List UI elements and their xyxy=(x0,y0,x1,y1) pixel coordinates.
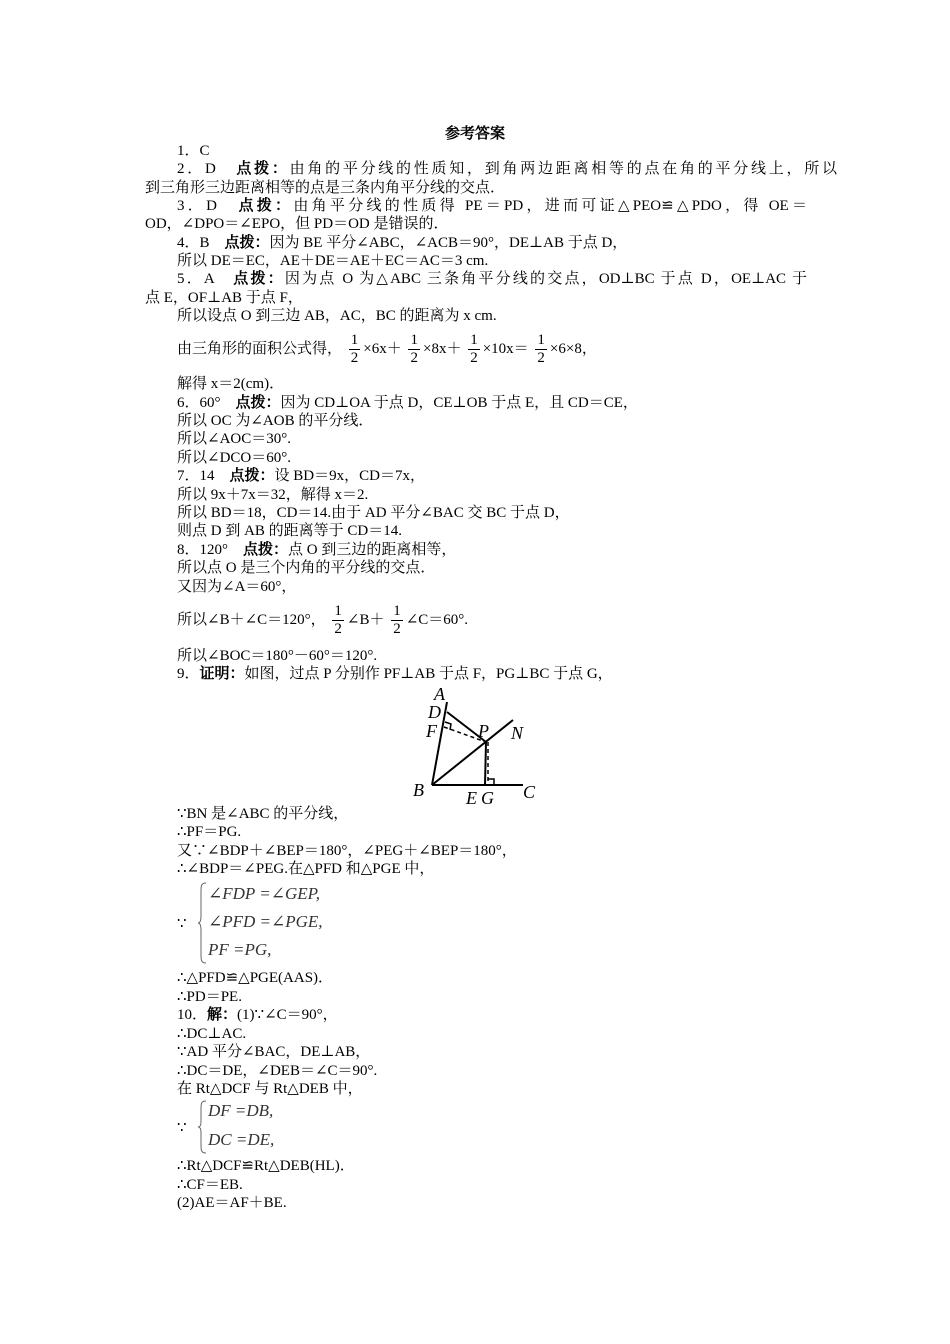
answer-5-formula: 由三角形的面积公式得， $\frac{1}{2}$ ×6x＋ $\frac{1}{2}$ ×8x＋ $\frac{1}{2}$ ×10x＝ $\frac{1}{2}$ ×6×8， xyxy=(177,332,597,367)
right-angle-mark-f xyxy=(445,722,451,730)
system1-row2: ∠PFD =∠PGE, xyxy=(208,912,323,931)
answer-5-line3: 所以设点 O 到三边 AB，AC，BC 的距离为 x cm. xyxy=(177,308,497,324)
answer-7-line1: 7．14 点拨：设 BD＝9x，CD＝7x， xyxy=(177,468,425,484)
answer-1: 1．C xyxy=(177,143,210,159)
answer-7-line4: 则点 D 到 AB 的距离等于 CD＝14. xyxy=(177,523,403,539)
ray-bn xyxy=(432,720,513,785)
page-title: 参考答案 xyxy=(444,126,505,142)
segment-pe xyxy=(485,742,486,785)
answer-9-line4: 又∵∠BDP＋∠BEP＝180°，∠PEG＋∠BEP＝180°， xyxy=(177,843,517,859)
label-f: F xyxy=(426,721,437,741)
answer-4-line2: 所以 DE＝EC，AE＋DE＝AE＋EC＝AC＝3 cm. xyxy=(177,253,489,269)
fraction-half: $\frac{1}{2}$ xyxy=(334,603,342,638)
answer-10-line4: ∴DC＝DE，∠DEB＝∠C＝90°. xyxy=(177,1063,378,1079)
label-p: P xyxy=(478,721,489,741)
answer-10-line7: ∴CF＝EB. xyxy=(177,1177,243,1193)
left-brace xyxy=(197,1100,207,1154)
label-d: D xyxy=(428,702,441,722)
left-brace xyxy=(197,882,207,964)
answer-10-line6: ∴Rt△DCF≌Rt△DEB(HL)． xyxy=(177,1158,355,1174)
answer-6-line4: 所以∠DCO＝60°. xyxy=(177,450,291,466)
answer-8-line3: 又因为∠A＝60°， xyxy=(177,579,297,595)
answer-10-line3: ∵AD 平分∠BAC，DE⊥AB， xyxy=(177,1044,371,1060)
answer-10-line2: ∴DC⊥AC. xyxy=(177,1026,247,1042)
fraction-half: $\frac{1}{2}$ xyxy=(350,332,359,367)
answer-9-line1: 9．证明：如图，过点 P 分别作 PF⊥AB 于点 F，PG⊥BC 于点 G， xyxy=(177,666,613,682)
equation-system-2 xyxy=(177,1098,377,1156)
fraction-half: $\frac{1}{2}$ xyxy=(393,603,401,638)
label-b: B xyxy=(413,780,424,800)
answer-4-line1: 4．B 点拨：因为 BE 平分∠ABC，∠ACB＝90°，DE⊥AB 于点 D， xyxy=(177,235,628,251)
answer-9-line5: ∴∠BDP＝∠PEG.在△PFD 和△PGE 中， xyxy=(177,861,435,877)
answer-8-line2: 所以点 O 是三个内角的平分线的交点． xyxy=(177,560,436,576)
answer-9-line6: ∴△PFD≌△PGE(AAS)． xyxy=(177,970,334,986)
answer-8-formula: 所以∠B＋∠C＝120°， $\frac{1}{2}$ ∠B＋ $\frac{1}{2}$ ∠C＝60°. xyxy=(177,603,469,638)
answer-5-line2: 点 E，OF⊥AB 于点 F， xyxy=(145,290,303,306)
answer-7-line2: 所以 9x＋7x＝32，解得 x＝2. xyxy=(177,487,369,503)
answer-9-line3: ∴PF＝PG. xyxy=(177,824,242,840)
answer-10-line8: (2)AE＝AF＋BE. xyxy=(177,1195,287,1211)
answer-6-line1: 6．60° 点拨：因为 CD⊥OA 于点 D，CE⊥OB 于点 E，且 CD＝CE， xyxy=(177,395,638,411)
system2-row2: DC =DE, xyxy=(208,1130,275,1149)
system1-row1: ∠FDP =∠GEP, xyxy=(208,884,321,903)
label-n: N xyxy=(511,723,524,743)
answer-2-line2: 到三角形三边距离相等的点是三条内角平分线的交点． xyxy=(145,180,506,196)
system2-row1: DF =DB, xyxy=(208,1101,274,1120)
answer-9-line2: ∵BN 是∠ABC 的平分线， xyxy=(177,806,349,822)
equation-system-1 xyxy=(177,880,377,968)
geometry-figure xyxy=(408,682,548,808)
because-symbol: ∵ xyxy=(177,916,187,932)
answer-5-line1: 5．A 点拨：因为点 O 为△ABC 三条角平分线的交点，OD⊥BC 于点 D，OE⊥AC 于 xyxy=(177,271,807,287)
answer-6-line2: 所以 OC 为∠AOB 的平分线． xyxy=(177,413,374,429)
answer-10-line5: 在 Rt△DCF 与 Rt△DEB 中， xyxy=(177,1081,363,1097)
answer-3-line2: OD，∠DPO＝∠EPO，但 PD＝OD 是错误的． xyxy=(145,216,449,232)
because-symbol: ∵ xyxy=(177,1120,187,1136)
label-g: G xyxy=(481,788,494,808)
fraction-half: $\frac{1}{2}$ xyxy=(470,332,478,367)
fraction-half: $\frac{1}{2}$ xyxy=(410,332,418,367)
answer-8-result: 所以∠BOC＝180°－60°＝120°. xyxy=(177,648,378,664)
system1-row3: PF =PG, xyxy=(208,940,272,959)
answer-2-line1: 2．D 点拨：由角的平分线的性质知，到角两边距离相等的点在角的平分线上，所以 xyxy=(177,161,837,177)
answer-9-line7: ∴PD＝PE. xyxy=(177,989,242,1005)
answer-6-line3: 所以∠AOC＝30°. xyxy=(177,431,291,447)
fraction-half: $\frac{1}{2}$ xyxy=(537,332,545,367)
label-a: A xyxy=(434,684,445,704)
answer-10-line1: 10．解：(1)∵∠C＝90°， xyxy=(177,1007,338,1023)
answer-7-line3: 所以 BD＝18，CD＝14.由于 AD 平分∠BAC 交 BC 于点 D， xyxy=(177,505,570,521)
answer-3-line1: 3．D 点拨：由角平分线的性质得 PE＝PD，进而可证△PEO≌△PDO，得 OE＝ xyxy=(177,198,807,214)
label-e: E xyxy=(466,788,477,808)
answer-8-line1: 8．120° 点拨：点 O 到三边的距离相等， xyxy=(177,542,457,558)
label-c: C xyxy=(523,782,536,802)
answer-5-result: 解得 x＝2(cm)． xyxy=(177,376,285,392)
